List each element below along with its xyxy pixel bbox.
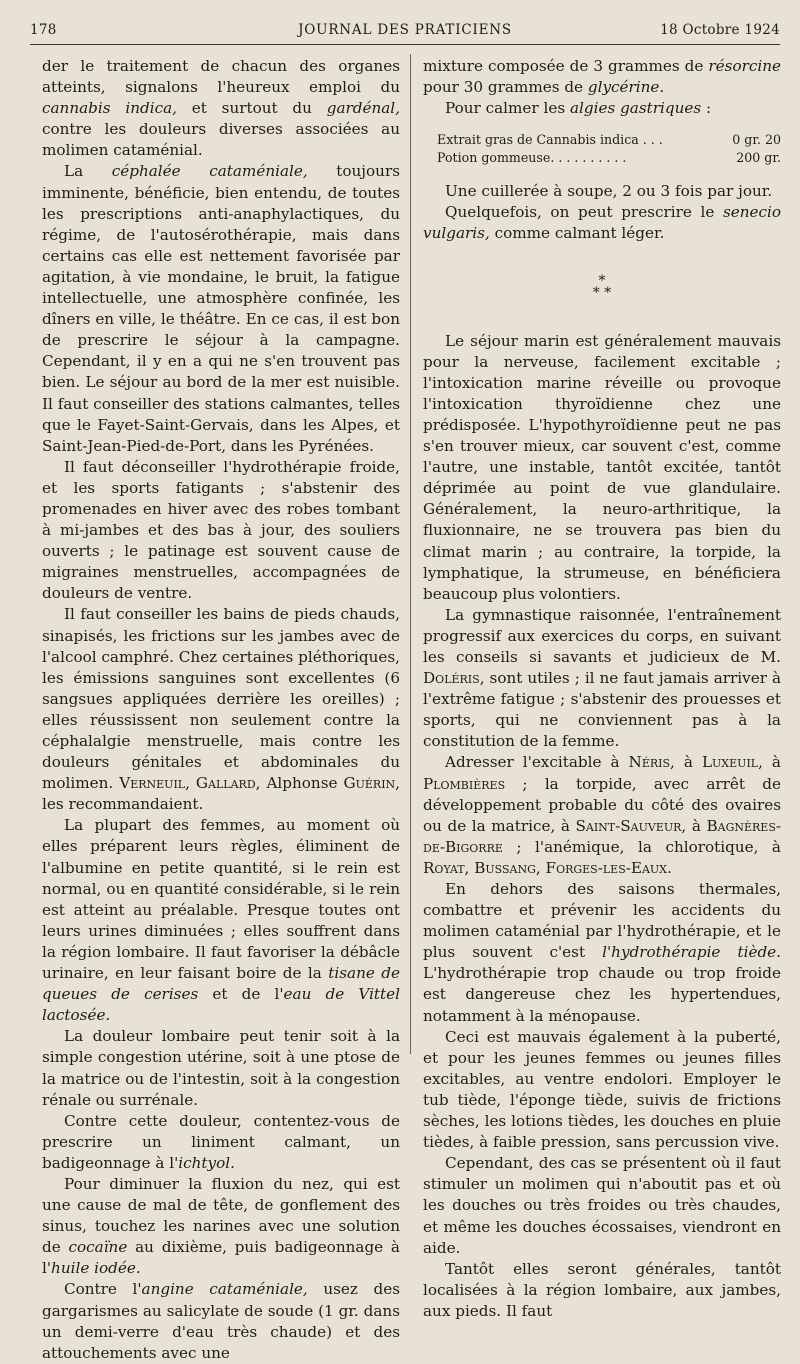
running-header [30,22,780,42]
paragraph: La céphalée cataméniale, toujours imminente, bénéficie, bien entendu, de toutes les prescriptions anti-anaphylactiques, du régime, de l'autosérothérapie, mais dans certains cas elle est nettement favorisée par agitation, à vie mondaine, le bruit, la fatigue intellectuelle, une atmosphère confinée, les dîners en ville, le théâtre. En ce cas, il est bon de prescrire le séjour à la campagne. Cependant, il y en a qui ne s'en trouvent pas bien. Le séjour au bord de la mer est nuisible. Il faut conseiller des stations calmantes, telles que le Fayet-Saint-Gervais, dans les Alpes, et Saint-Jean-Pied-de-Port, dans les Pyrénées. [42,162,400,455]
paragraph: Il faut déconseiller l'hydrothérapie froide, et les sports fatigants ; s'abstenir des promenades en hiver avec des robes tombant à mi-jambes et des bas à jour, des souliers ouverts ; le patinage est souvent cause de migraines menstruelles, accompagnées de douleurs de ventre. [42,457,400,603]
prescription-line: Extrait gras de Cannabis indica . . . 0 gr. 20 [437,132,781,148]
paragraph: La douleur lombaire peut tenir soit à la simple congestion utérine, soit à une ptose de la matrice ou de l'intestin, soit à la congestion rénale ou surrénale. [42,1027,400,1109]
prescription-line: Potion gommeuse. . . . . . . . . . 200 gr. [437,150,781,166]
section-separator: * * * [592,272,612,301]
column-divider [410,54,411,1054]
paragraph: Une cuillerée à soupe, 2 ou 3 fois par jour. [445,182,773,201]
left-column [42,56,400,1364]
journal-title: JOURNAL DES PRATICIENS [298,22,512,38]
prescription [437,131,781,167]
page-number: 178 [30,22,57,38]
paragraph: Cependant, des cas se présentent où il faut stimuler un molimen qui n'aboutit pas et où les douches ou très froides ou très chaudes, et même les douches écossaises, viendront en aide. [423,1154,781,1257]
paragraph: Ceci est mauvais également à la puberté, et pour les jeunes femmes ou jeunes filles excitables, au ventre endolori. Employer le tub tiède, l'éponge tiède, suivis de frictions sèches, les lotions tièdes, les douches en pluie tièdes, à faible pression, sans percussion vive. [423,1027,781,1152]
paragraph: Le séjour marin est généralement mauvais pour la nerveuse, facilement excitable ; l'intoxication marine réveille ou provoque l'intoxication thyroïdienne chez une prédisposée. L'hypothyroïdienne peut ne pas s'en trouver mieux, car souvent c'est, comme l'autre, une instable, tantôt excitée, tantôt déprimée au point de vue glandulaire. Généralement, la neuro-arthritique, la fluxionnaire, ne se trouvera pas bien du climat marin ; au contraire, la torpide, la lymphatique, la strumeuse, en bénéficiera beaucoup plus volontiers. [423,331,781,603]
paragraph: Contre l'angine cataméniale, usez des gargarismes au salicylate de soude (1 gr. dans un demi-verre d'eau très chaude) et des attouchements avec une [42,1280,400,1362]
right-column [423,56,781,1322]
paragraph: La plupart des femmes, au moment où elles préparent leurs règles, éliminent de l'albumine en petite quantité, si le rein est normal, ou en quantité considérable, si le rein est atteint au préalable. Presque toutes ont leurs urines diminuées ; elles souffrent dans la région lombaire. Il faut favoriser la débâcle urinaire, en leur faisant boire de la tisane de queues de cerises et de l'eau de Vittel lactosée. [42,816,400,1025]
paragraph: Tantôt elles seront générales, tantôt localisées à la région lombaire, aux jambes, aux pieds. Il faut [423,1259,781,1320]
paragraph: mixture composée de 3 grammes de résorcine pour 30 grammes de glycérine. [423,57,781,97]
issue-date: 18 Octobre 1924 [660,22,780,38]
paragraph: Quelquefois, on peut prescrire le senecio vulgaris, comme calmant léger. [423,203,781,243]
paragraph: Pour diminuer la fluxion du nez, qui est une cause de mal de tête, de gonflement des sinus, touchez les narines avec une solution de cocaïne au dixième, puis badigeonnage à l'huile iodée. [42,1174,400,1278]
paragraph: La gymnastique raisonnée, l'entraînement progressif aux exercices du corps, en suivant les conseils si savants et judicieux de M. Doléris, sont utiles ; il ne faut jamais arriver à l'extrême fatigue ; s'abstenir des prouesses et sports, qui ne conviennent pas à la constitution de la femme. [423,605,781,751]
paragraph: Adresser l'excitable à Néris, à Luxeuil, à Plombières ; la torpide, avec arrêt de développement probable du côté des ovaires ou de la matrice, à Saint-Sauveur, à Bagnères-de-Bigorre ; l'anémique, la chlorotique, à Royat, Bussang, Forges-les-Eaux. [423,753,781,877]
paragraph: En dehors des saisons thermales, combattre et prévenir les accidents du molimen cataménial par l'hydrothérapie, et le plus souvent c'est l'hydrothérapie tiède. L'hydrothérapie trop chaude ou trop froide est dangereuse chez les hypertendues, notamment à la ménopause. [423,880,781,1025]
header-rule [30,44,780,45]
paragraph: Pour calmer les algies gastriques : [445,99,712,118]
paragraph: Il faut conseiller les bains de pieds chauds, sinapisés, les frictions sur les jambes avec de l'alcool camphré. Chez certaines pléthoriques, les émissions sanguines sont excellentes (6 sangsues appliquées derrière les oreilles) ; elles réussissent non seulement contre la céphalalgie menstruelle, mais contre les douleurs génitales et abdominales du molimen. Verneuil, Gallard, Alphonse Guérin, les recommandaient. [42,605,400,814]
paragraph: Contre cette douleur, contentez-vous de prescrire un liniment calmant, un badigeonnage à l'ichtyol. [42,1111,400,1172]
paragraph: der le traitement de chacun des organes atteints, signalons l'heureux emploi du cannabis indica, et surtout du gardénal, contre les douleurs diverses associées au molimen cataménial. [42,57,400,160]
